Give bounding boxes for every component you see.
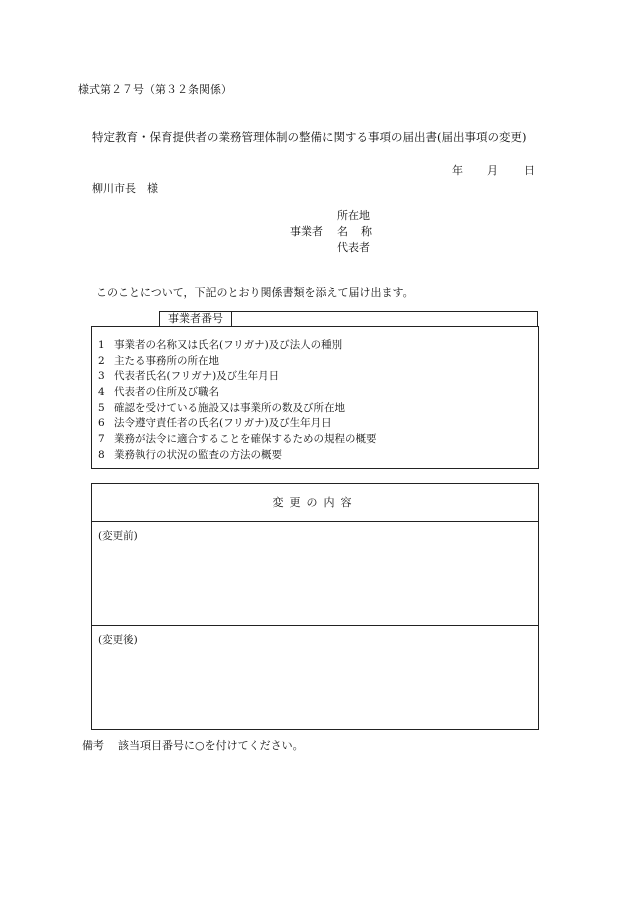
- item-text: 主たる事務所の所在地: [114, 354, 219, 367]
- applicant-name-label-2: 称: [361, 225, 372, 238]
- change-details-table: [91, 483, 539, 730]
- item-number: 4: [98, 386, 105, 399]
- item-text: 確認を受けている施設又は事業所の数及び所在地: [114, 401, 345, 414]
- applicant-representative-label: 代表者: [337, 241, 370, 254]
- change-details-header: 変更の内容: [92, 484, 538, 522]
- item-number: 5: [98, 401, 105, 414]
- item-number: 8: [98, 448, 105, 461]
- business-number-label: 事業者番号: [160, 312, 232, 326]
- list-item[interactable]: [98, 369, 377, 385]
- date-month-label: 月: [487, 164, 498, 177]
- date-year-label: 年: [452, 164, 463, 177]
- item-text: 代表者の住所及び職名: [114, 386, 219, 399]
- item-text: 業務が法令に適合することを確保するための規程の概要: [114, 433, 377, 446]
- after-change-field[interactable]: [92, 626, 538, 729]
- list-item[interactable]: [98, 432, 377, 448]
- remarks: [82, 737, 304, 753]
- applicant-name-label-1: 名: [337, 225, 348, 238]
- business-number-field[interactable]: [232, 312, 537, 326]
- notification-items-box: [91, 326, 539, 469]
- item-text: 業務執行の状況の監査の方法の概要: [114, 448, 282, 461]
- item-number: 6: [98, 417, 105, 430]
- applicant-name-field: [337, 223, 373, 237]
- item-text: 法令遵守責任者の氏名(フリガナ)及び生年月日: [114, 417, 332, 430]
- item-number: 7: [98, 433, 105, 446]
- item-text: 代表者氏名(フリガナ)及び生年月日: [114, 370, 280, 383]
- remarks-label: 備考: [82, 739, 104, 752]
- list-item[interactable]: [98, 354, 377, 370]
- list-item[interactable]: [98, 448, 377, 464]
- form-number: 様式第２７号（第３２条関係）: [78, 83, 232, 96]
- item-text: 事業者の名称又は氏名(フリガナ)及び法人の種別: [114, 339, 343, 351]
- applicant-label: 事業者: [290, 225, 323, 238]
- before-change-field[interactable]: [92, 522, 538, 626]
- date-day-label: 日: [524, 164, 535, 177]
- business-number-table: [159, 311, 538, 327]
- before-change-label: (変更前): [98, 530, 138, 542]
- item-number: 1: [98, 339, 105, 351]
- document-title: 特定教育・保育提供者の業務管理体制の整備に関する事項の届出書(届出事項の変更): [92, 130, 527, 144]
- after-change-label: (変更後): [98, 634, 138, 646]
- list-item[interactable]: [98, 401, 377, 417]
- item-number: 3: [98, 370, 105, 383]
- statement-text: このことについて，下記のとおり関係書類を添えて届け出ます。: [96, 286, 414, 299]
- notification-items-list: [98, 338, 377, 464]
- list-item[interactable]: [98, 338, 377, 354]
- remarks-text: 該当項目番号に○を付けてください。: [118, 739, 304, 752]
- date-fields: [452, 162, 540, 176]
- list-item[interactable]: [98, 385, 377, 401]
- item-number: 2: [98, 354, 105, 367]
- applicant-address-label: 所在地: [337, 209, 370, 222]
- addressee: 柳川市長 様: [92, 182, 158, 195]
- list-item[interactable]: [98, 416, 377, 432]
